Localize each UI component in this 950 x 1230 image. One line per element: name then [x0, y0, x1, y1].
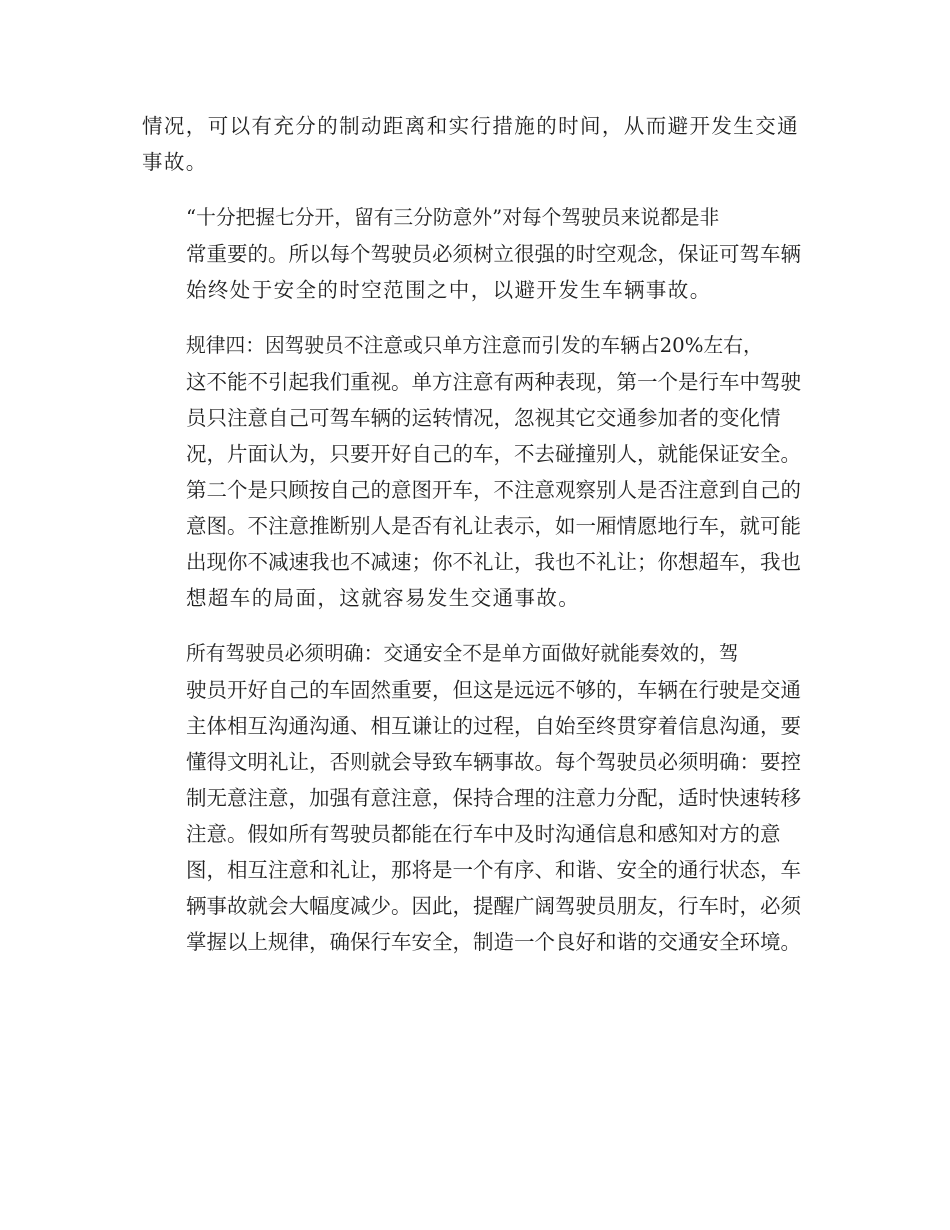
text-line: 驶员开好自己的车固然重要，但这是远远不够的，车辆在行驶是交通 — [186, 678, 801, 702]
text-line: 想超车的局面，这就容易发生交通事故。 — [186, 586, 581, 610]
text-line: 图，相互注意和礼让，那将是一个有序、和谐、安全的通行状态，车 — [186, 858, 801, 882]
text-line: 辆事故就会大幅度减少。因此，提醒广阔驾驶员朋友，行车时，必须 — [186, 894, 801, 918]
text-line: 懂得文明礼让，否则就会导致车辆事故。每个驾驶员必须明确：要控 — [186, 750, 801, 774]
text-line: 事故。 — [142, 150, 208, 174]
text-line: 情况，可以有充分的制动距离和实行措施的时间，从而避开发生交通 — [142, 114, 799, 138]
paragraph-3 — [142, 328, 802, 616]
text-line: 制无意注意，加强有意注意，保持合理的注意力分配，适时快速转移 — [186, 786, 801, 810]
text-line: “十分把握七分开，留有三分防意外”对每个驾驶员来说都是非 — [186, 206, 720, 229]
paragraph-1 — [142, 108, 802, 180]
text-line: 主体相互沟通沟通、相互谦让的过程，自始至终贯穿着信息沟通，要 — [186, 714, 801, 738]
text-line: 况，片面认为，只要开好自己的车，不去碰撞别人，就能保证安全。 — [186, 442, 801, 466]
document-body — [142, 108, 802, 980]
text-line: 意图。不注意推断别人是否有礼让表示，如一厢情愿地行车，就可能 — [186, 514, 801, 538]
paragraph-2 — [142, 200, 802, 308]
text-line: 所有驾驶员必须明确：交通安全不是单方面做好就能奏效的，驾 — [186, 642, 739, 665]
text-line: 注意。假如所有驾驶员都能在行车中及时沟通信息和感知对方的意 — [186, 822, 781, 846]
text-line: 掌握以上规律，确保行车安全，制造一个良好和谐的交通安全环境。 — [186, 930, 801, 954]
text-line: 员只注意自己可驾车辆的运转情况，忽视其它交通参加者的变化情 — [186, 406, 781, 430]
text-line: 始终处于安全的时空范围之中，以避开发生车辆事故。 — [186, 278, 712, 302]
text-line: 第二个是只顾按自己的意图开车，不注意观察别人是否注意到自己的 — [186, 478, 801, 502]
text-line: 这不能不引起我们重视。单方注意有两种表现，第一个是行车中驾驶 — [186, 370, 801, 394]
text-line: 规律四：因驾驶员不注意或只单方注意而引发的车辆占20%左右， — [186, 334, 763, 357]
paragraph-4 — [142, 636, 802, 960]
text-line: 出现你不减速我也不减速；你不礼让，我也不礼让；你想超车，我也 — [186, 550, 801, 574]
text-line: 常重要的。所以每个驾驶员必须树立很强的时空观念，保证可驾车辆 — [186, 242, 801, 266]
